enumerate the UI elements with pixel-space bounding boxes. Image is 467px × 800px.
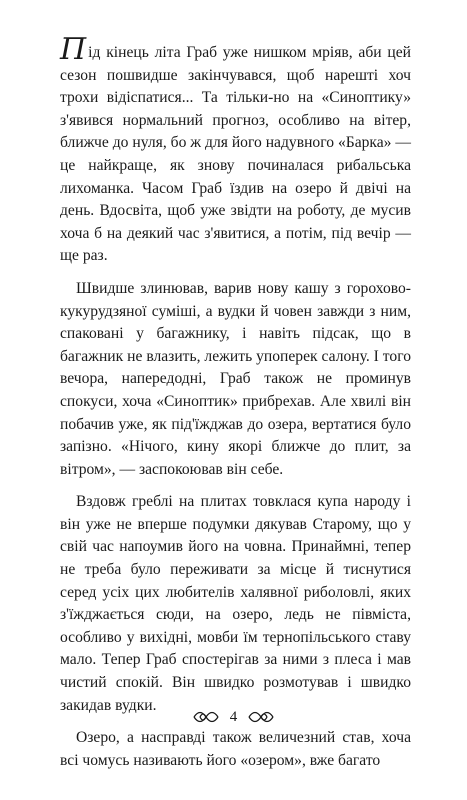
knot-ornament-icon (245, 710, 275, 724)
body-text (60, 32, 411, 772)
page-footer (0, 705, 467, 729)
paragraph-1-text: ід кінець літа Граб уже нишком мріяв, аби цей сезон пошвидше закінчувався, щоб нарешті хоч трохи відіспатися... Та тільки-но на «Синоптику» з'явився нормальний прогноз, особливо на вітер, ближче до нуля, бо ж для його надувного «Барка» — це найкраще, як знову починалася рибальська лихоманка. Часом Граб їздив на озеро й двічі на день. Вдосвіта, щоб уже звідти на роботу, де мусив хоча б на деякий час з'явитися, а потім, під вечір — ще раз. (60, 44, 411, 265)
knot-ornament-icon (192, 710, 222, 724)
paragraph-1 (60, 32, 411, 268)
paragraph-4: Озеро, а насправді також величезний став, хоча всі чомусь називають його «озером», вже багато (60, 729, 411, 769)
paragraph-3: Вздовж греблі на плитах товклася купа народу і він уже не вперше подумки дякував Старому, що у свій час напоумив його на човна. Принаймні, тепер не треба було переживати за місце й тиснутися серед усіх цих любителів халявної риболовлі, яких з'їжджається сюди, на озеро, ледь не півміста, особливо у вихідні, мовби їм тернопільського ставу мало. Тепер Граб спостерігав за ними з плеса і мав чистий спокій. Він швидко розмотував і швидко закидав вудки. (60, 493, 411, 714)
drop-cap: П (60, 32, 87, 67)
page-number: 4 (229, 708, 238, 725)
paragraph-2: Швидше злинював, варив нову кашу з горохово-кукурудзяної суміші, а вудки й човен завжди з ним, спаковані у багажнику, і навіть підсак, що в багажник не влазить, лежить упоперек салону. І того вечора, напередодні, Граб також не проминув спокуси, хоча «Синоптик» прибрехав. Але хвилі він побачив уже, як під'їжджав до озера, вертатися було запізно. «Нічого, кину якорі ближче до плит, за вітром», — заспокоював він себе. (60, 279, 411, 478)
